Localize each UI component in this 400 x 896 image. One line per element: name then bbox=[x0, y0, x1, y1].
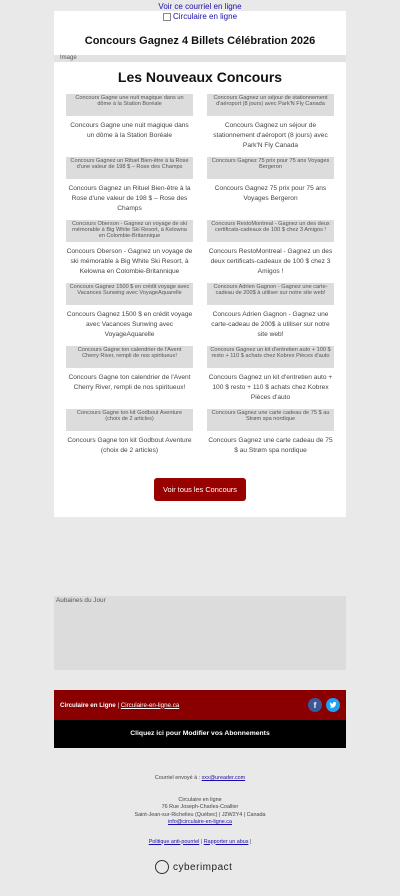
footer-contact-email[interactable]: info@circulaire-en-ligne.ca bbox=[168, 819, 232, 825]
anti-spam-link[interactable]: Politique anti-pourriel bbox=[148, 838, 200, 845]
header-image: Image bbox=[54, 55, 346, 62]
view-online-link[interactable]: Voir ce courriel en ligne bbox=[158, 2, 242, 11]
footer-info: Courriel envoyé à : xxx@ureader.com Circulaire en ligne 76 Rue Joseph-Charles-Coallier Saint-Jean-sur-Richelieu (Québec) | J2W2Y4 | Canada info@circulaire-en-ligne.ca Politique anti-pourriel | Rapporter un abus | bbox=[0, 775, 400, 846]
sent-to-email[interactable]: xxx@ureader.com bbox=[201, 775, 246, 781]
contest-image[interactable]: Concours Gagnez un Rituel Bien-être à la Rose d'une valeur de 198 $ – Rose des Champs bbox=[66, 157, 193, 179]
logo-alt-text: Circulaire en ligne bbox=[172, 12, 238, 21]
contest-image[interactable]: Concours Gagnez 75 prix pour 75 ans Voyages Bergeron bbox=[207, 157, 334, 179]
footer-separator: | bbox=[117, 701, 120, 709]
contest-card[interactable] bbox=[62, 346, 197, 409]
contest-description[interactable]: Concours Gagnez un Rituel Bien-être à la Rose d'une valeur de 198 $ – Rose des Champs bbox=[68, 185, 191, 212]
daily-deals-banner[interactable]: Aubaines du Jour bbox=[54, 596, 346, 670]
contest-description[interactable]: Concours Gagne ton kit Godbout Aventure (choix de 2 articles) bbox=[67, 437, 192, 454]
contest-description[interactable]: Concours RestoMontreal - Gagnez un des deux certificats-cadeaux de 100 $ chez 3 Amigos ! bbox=[208, 248, 333, 275]
contest-description[interactable]: Concours Gagne ton calendrier de l'Avent Cherry River, rempli de nos spiritueux! bbox=[68, 374, 191, 391]
contest-description[interactable]: Concours Gagnez 1500 $ en crédit voyage avec Vacances Sunwing avec VoyageAquarelle bbox=[66, 311, 193, 338]
contest-card[interactable] bbox=[203, 220, 338, 283]
sent-to-label: Courriel envoyé à : bbox=[154, 775, 201, 781]
contest-grid bbox=[54, 94, 346, 472]
contest-card[interactable] bbox=[203, 409, 338, 472]
section-title: Les Nouveaux Concours bbox=[117, 69, 283, 85]
contest-description[interactable]: Concours Adrien Gagnon - Gagnez une carte-cadeau de 200$ à utiliser sur notre site web! bbox=[211, 311, 330, 338]
contest-image[interactable]: Concours Adrien Gagnon - Gagnez une carte-cadeau de 200$ à utiliser sur notre site web! bbox=[207, 283, 334, 305]
see-all-contests-button[interactable]: Voir tous les Concours bbox=[154, 478, 246, 501]
contest-card[interactable] bbox=[203, 157, 338, 220]
broken-image-icon bbox=[163, 13, 171, 21]
contest-image[interactable]: Concours Gagne ton kit Godbout Aventure (choix de 2 articles) bbox=[66, 409, 193, 431]
footer-brand: Circulaire en Ligne bbox=[60, 701, 116, 709]
contest-image[interactable]: Concours Gagnez un séjour de stationnement d'aéroport (8 jours) avec Park'N Fly Canada bbox=[207, 94, 334, 116]
contest-image[interactable]: Concours Gagne ton calendrier de l'Avent Cherry River, rempli de nos spiritueux! bbox=[66, 346, 193, 368]
cyberimpact-text: cyberimpact bbox=[173, 861, 233, 873]
contest-image[interactable]: Concours Gagne une nuit magique dans un dôme à la Station Boréale bbox=[66, 94, 193, 116]
contest-card[interactable] bbox=[62, 283, 197, 346]
report-abuse-link[interactable]: Rapporter un abus bbox=[203, 838, 249, 845]
contest-card[interactable] bbox=[62, 220, 197, 283]
email-body bbox=[54, 11, 346, 517]
contest-card[interactable] bbox=[62, 157, 197, 220]
contest-image[interactable]: Concours RestoMontreal - Gagnez un des deux certificats-cadeaux de 100 $ chez 3 Amigos ! bbox=[207, 220, 334, 242]
footer-city: Saint-Jean-sur-Richelieu (Québec) | J2W2Y4 | Canada bbox=[134, 811, 266, 818]
footer-street: 76 Rue Joseph-Charles-Coallier bbox=[161, 804, 239, 810]
contest-image[interactable]: Concours Oberson - Gagnez un voyage de ski mémorable à Big White Ski Resort, à Kelowna en Colombie-Britannique bbox=[66, 220, 193, 242]
contest-card[interactable] bbox=[62, 409, 197, 472]
contest-image[interactable]: Concours Gagnez une carte cadeau de 75 $ au Strøm spa nordique bbox=[207, 409, 334, 431]
logo[interactable] bbox=[54, 11, 346, 25]
facebook-icon[interactable]: f bbox=[308, 698, 322, 712]
contest-description[interactable]: Concours Gagnez un kit d'entretien auto + 100 $ resto + 110 $ achats chez Kobrex Pièces d'auto bbox=[208, 374, 333, 401]
twitter-icon[interactable] bbox=[326, 698, 340, 712]
contest-description[interactable]: Concours Gagnez une carte cadeau de 75 $ au Strøm spa nordique bbox=[208, 437, 333, 454]
contest-card[interactable] bbox=[203, 346, 338, 409]
cyberimpact-icon bbox=[155, 860, 169, 874]
cyberimpact-logo[interactable] bbox=[155, 860, 232, 874]
contest-card[interactable] bbox=[203, 94, 338, 157]
contest-description[interactable]: Concours Gagnez un séjour de stationnement d'aéroport (8 jours) avec Park'N Fly Canada bbox=[213, 122, 328, 149]
contest-card[interactable] bbox=[203, 283, 338, 346]
manage-subscriptions-link[interactable]: Cliquez ici pour Modifier vos Abonnements bbox=[54, 720, 346, 748]
contest-image[interactable]: Concours Gagnez 1500 $ en crédit voyage avec Vacances Sunwing avec VoyageAquarelle bbox=[66, 283, 193, 305]
page-title: Concours Gagnez 4 Billets Célébration 2026 bbox=[84, 35, 316, 47]
footer-site-link[interactable]: Circulaire-en-ligne.ca bbox=[120, 701, 180, 709]
contest-description[interactable]: Concours Oberson - Gagnez un voyage de ski mémorable à Big White Ski Resort, à Kelowna en Colombie-Britannique bbox=[66, 248, 193, 275]
contest-card[interactable] bbox=[62, 94, 197, 157]
contest-description[interactable]: Concours Gagne une nuit magique dans un dôme à la Station Boréale bbox=[70, 122, 189, 139]
footer-org: Circulaire en ligne bbox=[178, 796, 222, 803]
footer-brand-bar bbox=[54, 690, 346, 720]
contest-image[interactable]: Concours Gagnez un kit d'entretien auto + 100 $ resto + 110 $ achats chez Kobrex Pièces d'auto bbox=[207, 346, 334, 368]
contest-description[interactable]: Concours Gagnez 75 prix pour 75 ans Voyages Bergeron bbox=[214, 185, 327, 202]
